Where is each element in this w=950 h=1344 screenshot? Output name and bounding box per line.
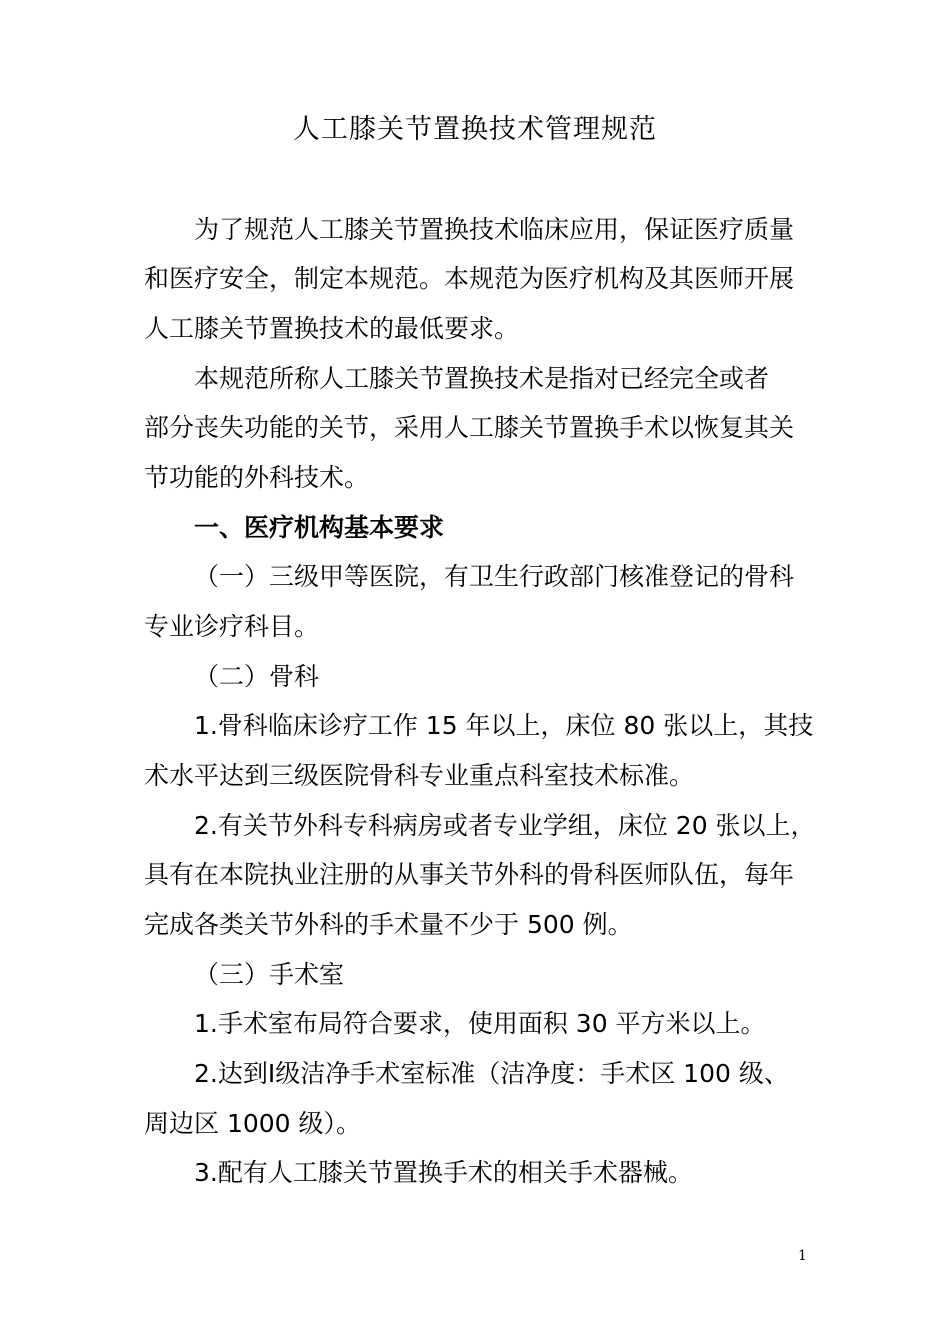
paragraph-line: 2.达到Ⅰ级洁净手术室标准（洁净度：手术区 100 级、 [194, 1059, 789, 1088]
paragraph-line: 2.有关节外科专科病房或者专业学组，床位 20 张以上， [194, 811, 816, 840]
document-title: 人工膝关节置换技术管理规范 [293, 114, 657, 145]
paragraph-line: 完成各类关节外科的手术量不少于 500 例。 [144, 910, 633, 939]
paragraph-line: 专业诊疗科目。 [144, 612, 320, 641]
paragraph-line: （一）三级甲等医院，有卫生行政部门核准登记的骨科 [194, 562, 795, 591]
paragraph-line: 为了规范人工膝关节置换技术临床应用，保证医疗质量 [194, 215, 795, 244]
paragraph-line: 和医疗安全，制定本规范。本规范为医疗机构及其医师开展 [144, 264, 795, 293]
paragraph-line: 3.配有人工膝关节置换手术的相关手术器械。 [194, 1158, 693, 1187]
section-heading: 一、医疗机构基本要求 [194, 513, 445, 542]
page-number: 1 [798, 1248, 807, 1264]
paragraph-line: 部分丧失功能的关节，采用人工膝关节置换手术以恢复其关 [144, 413, 795, 442]
subsection-heading: （三）手术室 [194, 960, 345, 989]
paragraph-line: 1.手术室布局符合要求，使用面积 30 平方米以上。 [194, 1009, 766, 1038]
paragraph-line: 1.骨科临床诊疗工作 15 年以上，床位 80 张以上，其技 [194, 711, 814, 740]
paragraph-line: 具有在本院执业注册的从事关节外科的骨科医师队伍，每年 [144, 860, 795, 889]
paragraph-line: 术水平达到三级医院骨科专业重点科室技术标准。 [144, 761, 695, 790]
paragraph-line: 人工膝关节置换技术的最低要求。 [144, 314, 520, 343]
paragraph-line: 周边区 1000 级）。 [144, 1109, 362, 1138]
subsection-heading: （二）骨科 [194, 662, 320, 691]
paragraph-line: 本规范所称人工膝关节置换技术是指对已经完全或者 [194, 364, 770, 393]
paragraph-line: 节功能的外科技术。 [144, 463, 370, 492]
